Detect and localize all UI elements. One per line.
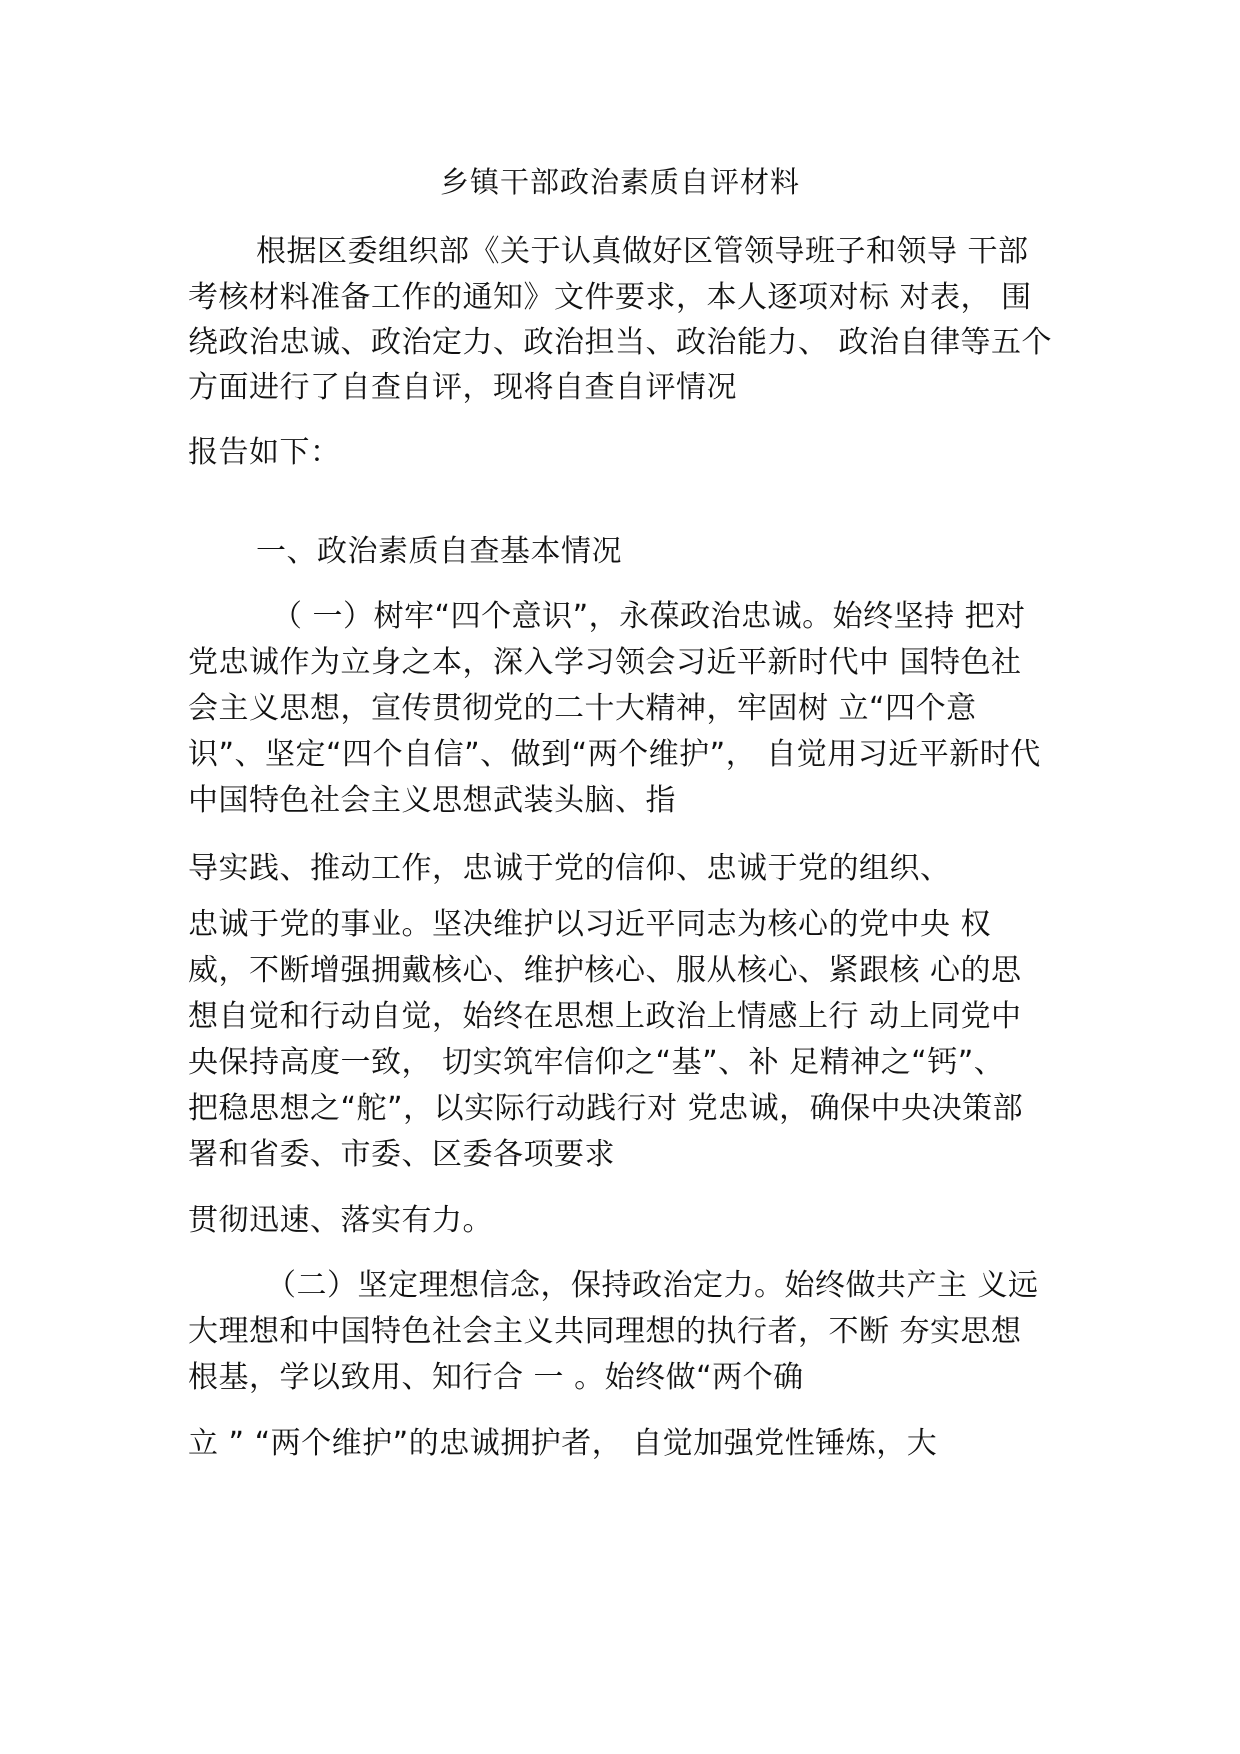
paragraph-line: 识”、坚定“四个自信”、做到“两个维护”， 自觉用习近平新时代 <box>188 737 1041 772</box>
paragraph-line: 绕政治忠诚、政治定力、政治担当、政治能力、 政治自律等五个 <box>188 325 1053 360</box>
paragraph-line: 中国特色社会主义思想武装头脑、指 <box>188 783 676 818</box>
paragraph-line: 根据区委组织部《关于认真做好区管领导班子和领导 干部 <box>256 234 1029 269</box>
paragraph-line: 方面进行了自查自评，现将自查自评情况 <box>188 370 737 405</box>
document-title: 乡镇干部政治素质自评材料 <box>439 165 800 199</box>
paragraph-line: 导实践、推动工作，忠诚于党的信仰、忠诚于党的组织、 <box>188 851 951 886</box>
paragraph-line: 署和省委、市委、区委各项要求 <box>188 1137 615 1172</box>
paragraph-line: 党忠诚作为立身之本，深入学习领会习近平新时代中 国特色社 <box>188 645 1022 680</box>
section-heading: 一、政治素质自查基本情况 <box>256 534 622 569</box>
paragraph-line: 报告如下： <box>188 435 341 470</box>
paragraph-line: （二）坚定理想信念，保持政治定力。始终做共产主 义远 <box>266 1268 1039 1303</box>
paragraph-line: 把稳思想之“舵”，以实际行动践行对 党忠诚，确保中央决策部 <box>188 1091 1024 1126</box>
paragraph-line: 央保持高度一致， 切实筑牢信仰之“基”、补 足精神之“钙”、 <box>188 1045 1005 1080</box>
paragraph-line: 根基，学以致用、知行合 一 。始终做“两个确 <box>188 1360 804 1395</box>
paragraph-line: 立 ” “两个维护”的忠诚拥护者， 自觉加强党性锤炼，大 <box>188 1426 938 1461</box>
paragraph-line: 威，不断增强拥戴核心、维护核心、服从核心、紧跟核 心的思 <box>188 953 1022 988</box>
paragraph-line: 考核材料准备工作的通知》文件要求，本人逐项对标 对表， 围 <box>188 280 1032 315</box>
paragraph-line: （ 一）树牢“四个意识”，永葆政治忠诚。始终坚持 把对 <box>272 599 1026 634</box>
paragraph-line: 忠诚于党的事业。坚决维护以习近平同志为核心的党中央 权 <box>188 907 992 942</box>
paragraph-line: 大理想和中国特色社会主义共同理想的执行者，不断 夯实思想 <box>188 1314 1022 1349</box>
paragraph-line: 会主义思想，宣传贯彻党的二十大精神，牢固树 立“四个意 <box>188 691 977 726</box>
paragraph-line: 贯彻迅速、落实有力。 <box>188 1203 493 1238</box>
paragraph-line: 想自觉和行动自觉，始终在思想上政治上情感上行 动上同党中 <box>188 999 1022 1034</box>
